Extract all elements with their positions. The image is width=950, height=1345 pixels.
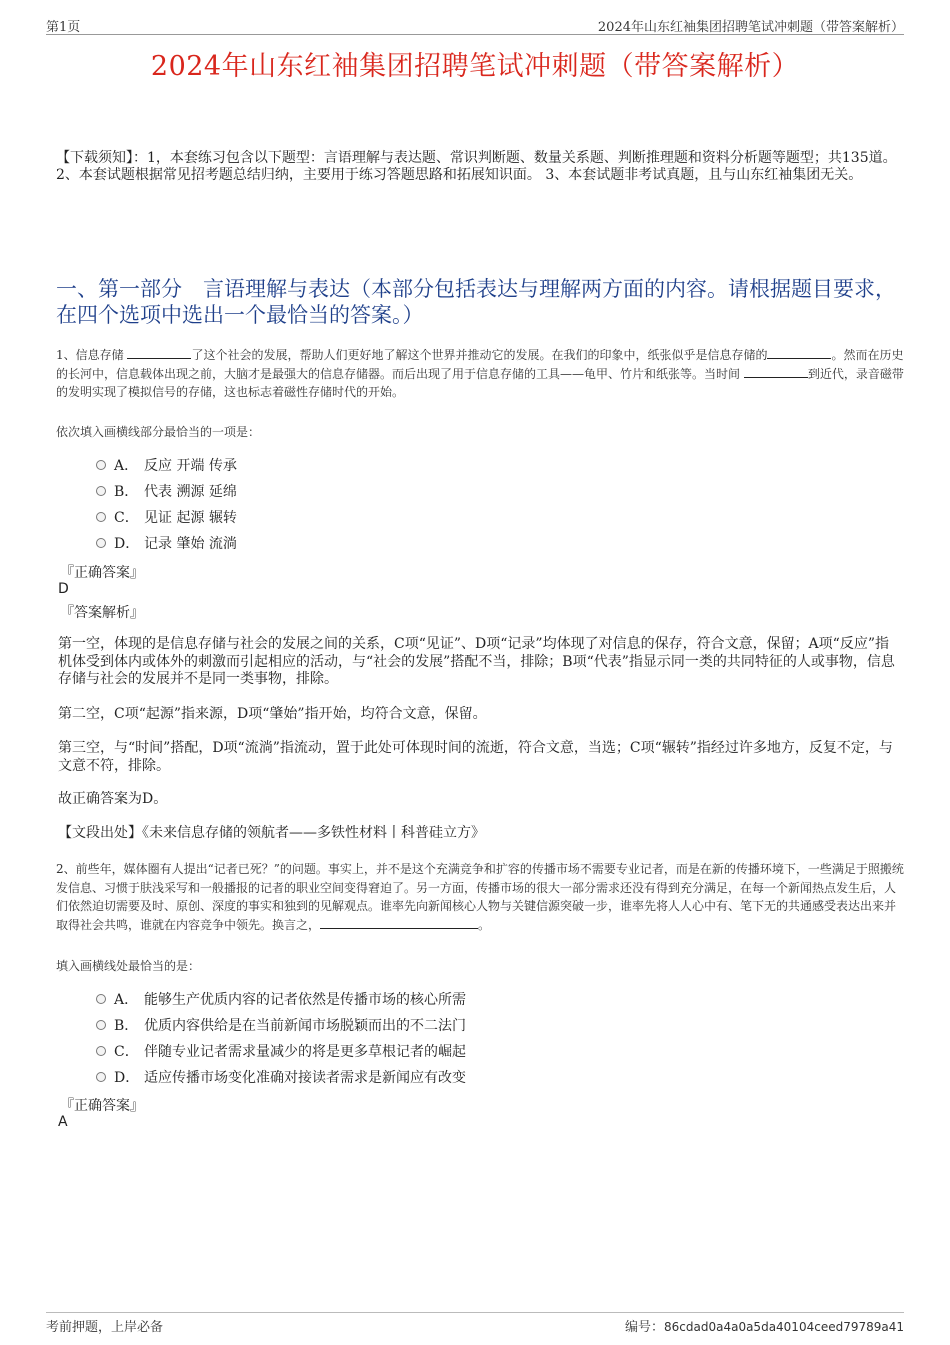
question-2-text: 2、前些年，媒体圈有人提出“记者已死？”的问题。事实上，并不是这个充满竞争和扩容的传播市场不需要专业记者，而是在新的传播环境下，一些满足于照搬统发信息、习惯于肤浅采写和一般播报的记者的职业空间变得窘迫了。另一方面，传播市场的很大一部分需求还没有得到充分满足，在每一个新闻热点发生后，人们依然迫切需要及时、原创、深度的事实和独到的见解观点。谁率先向新闻核心人物与关键信源突破一步，谁率先将人人心中有、笔下无的共通感受表达出来并取得社会共鸣，谁就在内容竞争中领先。换言之， 。: [56, 862, 904, 932]
answer-label: 『正确答案』: [60, 1098, 144, 1114]
option-b[interactable]: B． 代表 溯源 延绵: [96, 478, 237, 504]
fill-blank: [320, 916, 478, 929]
radio-icon[interactable]: [96, 460, 106, 470]
question-2-prompt: 填入画横线处最恰当的是：: [56, 959, 201, 973]
header-doc-title: 2024年山东红袖集团招聘笔试冲刺题（带答案解析）: [597, 20, 904, 35]
answer-label: 『正确答案』: [60, 565, 144, 581]
option-a[interactable]: A． 反应 开端 传承: [96, 452, 237, 478]
analysis-paragraph: 第一空，体现的是信息存储与社会的发展之间的关系，C项“见证”、D项“记录”均体现了对信息的保存，符合文意，保留；A项“反应”指机体受到体内或体外的刺激而引起相应的活动，与“社会的发展”搭配不当，排除；B项“代表”指显示同一类的共同特征的人或事物，信息存储与社会的发展并不是同一类事物，排除。: [58, 636, 895, 687]
option-b[interactable]: B． 优质内容供给是在当前新闻市场脱颖而出的不二法门: [96, 1012, 466, 1038]
fill-blank: [127, 346, 191, 359]
download-notice: 【下载须知】：1，本套练习包含以下题型：言语理解与表达题、常识判断题、数量关系题、判断推理题和资料分析题等题型；共135道。 2、本套试题根据常见招考题总结归纳，主要用于练习答题思路和拓展知识面。 3、本套试题非考试真题，且与山东红袖集团无关。: [56, 150, 897, 183]
option-c[interactable]: C． 见证 起源 辗转: [96, 504, 237, 530]
question-2-options: [96, 986, 466, 1090]
radio-icon[interactable]: [96, 486, 106, 496]
document-code: 编号：86cdad0a4a0a5da40104ceed79789a41: [625, 1320, 904, 1335]
footer-slogan: 考前押题，上岸必备: [46, 1320, 164, 1335]
analysis-conclusion: 故正确答案为D。: [58, 791, 168, 807]
page-header: [46, 14, 904, 35]
option-d[interactable]: D． 记录 肇始 流淌: [96, 530, 237, 556]
answer-value: A: [58, 1114, 68, 1130]
fill-blank: [744, 365, 808, 378]
option-a[interactable]: A． 能够生产优质内容的记者依然是传播市场的核心所需: [96, 986, 466, 1012]
analysis-paragraph: 第二空，C项“起源”指来源，D项“肇始”指开始，均符合文意，保留。: [58, 706, 487, 722]
radio-icon[interactable]: [96, 512, 106, 522]
page-number: 第1页: [46, 20, 81, 35]
option-d[interactable]: D． 适应传播市场变化准确对接读者需求是新闻应有改变: [96, 1064, 466, 1090]
question-1-options: [96, 452, 237, 556]
question-1-text: 1、信息存储 了这个社会的发展，帮助人们更好地了解这个世界并推动它的发展。在我们的印象中，纸张似乎是信息存储的 。然而在历史的长河中，信息载体出现之前，大脑才是最强大的信息存储器。而后出现了用于信息存储的工具——龟甲、竹片和纸张等。当时间 到近代，录音磁带的发明实现了模拟信号的存储，这也标志着磁性存储时代的开始。: [56, 348, 904, 399]
option-c[interactable]: C． 伴随专业记者需求量减少的将是更多草根记者的崛起: [96, 1038, 466, 1064]
analysis-paragraph: 第三空，与“时间”搭配，D项“流淌”指流动，置于此处可体现时间的流逝，符合文意，当选；C项“辗转”指经过许多地方，反复不定，与文意不符，排除。: [58, 740, 893, 774]
passage-source: 【文段出处】《未来信息存储的领航者——多铁性材料丨科普硅立方》: [58, 825, 485, 841]
radio-icon[interactable]: [96, 1072, 106, 1082]
radio-icon[interactable]: [96, 994, 106, 1004]
page-footer: [46, 1312, 904, 1333]
page-title: 2024年山东红袖集团招聘笔试冲刺题（带答案解析）: [150, 51, 800, 82]
radio-icon[interactable]: [96, 1046, 106, 1056]
question-1-prompt: 依次填入画横线部分最恰当的一项是：: [56, 425, 261, 439]
section-heading: 一、第一部分 言语理解与表达（本部分包括表达与理解两方面的内容。请根据题目要求，在四个选项中选出一个最恰当的答案。）: [56, 277, 896, 327]
answer-value: D: [58, 581, 69, 597]
analysis-label: 『答案解析』: [60, 605, 144, 621]
radio-icon[interactable]: [96, 1020, 106, 1030]
radio-icon[interactable]: [96, 538, 106, 548]
fill-blank: [767, 346, 831, 359]
